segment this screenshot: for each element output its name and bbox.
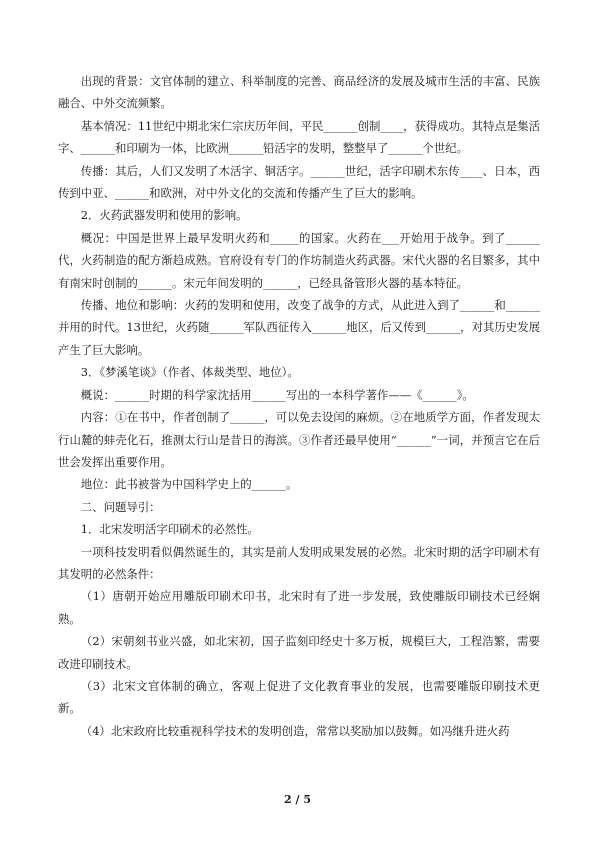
list-item-condition-1: （1）唐朝开始应用雕版印刷术印书，北宋时有了进一步发展，致使雕版印刷技术已经娴熟。 bbox=[58, 589, 540, 626]
heading-mengxi-bitan: 3．《梦溪笔谈》（作者、体裁类型、地位）。 bbox=[80, 365, 299, 380]
heading-question-guide: 二、问题导引： bbox=[80, 499, 161, 514]
paragraph-gunpowder-overview: 概况：中国是世界上最早发明火药和_____的国家。火药在___开始用于战争。到了______代，火药制造的配方渐趋成熟。官府设有专门的作坊制造火药武器。宋代火器的名目繁多，其中有南宋时创制的______。宋元年间发明的______，已经具备管形火器的基本特征。 bbox=[58, 230, 540, 290]
paragraph-printing-intro: 一项科技发明看似偶然诞生的，其实是前人发明成果发展的必然。北宋时期的活字印刷术有其发明的必然条件： bbox=[58, 544, 540, 581]
paragraph-background: 出现的背景：文官体制的建立、科举制度的完善、商品经济的发展及城市生活的丰富、民族融合、中外交流频繁。 bbox=[58, 74, 540, 111]
list-item-condition-4: （4）北宋政府比较重视科学技术的发明创造，常常以奖励加以鼓舞。如冯继升进火药 bbox=[80, 723, 510, 738]
paragraph-mengxi-overview: 概说：______时期的科学家沈括用______写出的一本科学著作——《______》。 bbox=[80, 387, 474, 402]
heading-printing-necessity: 1．北宋发明活字印刷术的必然性。 bbox=[80, 522, 259, 537]
paragraph-mengxi-status: 地位：此书被誉为中国科学史上的______。 bbox=[80, 477, 298, 492]
paragraph-spread: 传播：其后，人们又发明了木活字、铜活字。______世纪，活字印刷术东传____、日本，西传到中亚、______和欧洲，对中外文化的交流和传播产生了巨大的影响。 bbox=[58, 163, 540, 201]
paragraph-basic-info: 基本情况：11世纪中期北宋仁宗庆历年间，平民______创制____，获得成功。其特点是集活字、______和印刷为一体，比欧洲______铅活字的发明，整整早了______个世纪。 bbox=[58, 118, 540, 156]
paragraph-gunpowder-impact: 传播、地位和影响：火药的发明和使用，改变了战争的方式，从此进入到了______和______并用的时代。13世纪，火药随______军队西征传入______地区，后又传到______，对其历史发展产生了巨大影响。 bbox=[58, 298, 540, 357]
list-item-condition-3: （3）北宋文官体制的确立，客观上促进了文化教育事业的发展，也需要雕版印刷技术更新。 bbox=[58, 678, 540, 716]
list-item-condition-2: （2）宋朝刻书业兴盛，如北宋初，国子监刻印经史十多万板，规模巨大，工程浩繁，需要改进印刷技术。 bbox=[58, 634, 540, 671]
paragraph-mengxi-content: 内容：①在书中，作者创制了______，可以免去设闰的麻烦。②在地质学方面，作者发现太行山麓的蚌壳化石，推测太行山是昔日的海滨。③作者还最早使用“______”一词，并预言它在后世会发挥出重要作用。 bbox=[58, 410, 540, 469]
document-body bbox=[58, 70, 540, 742]
page-number: 2 / 5 bbox=[284, 793, 311, 806]
heading-gunpowder: 2．火药武器发明和使用的影响。 bbox=[80, 208, 248, 223]
